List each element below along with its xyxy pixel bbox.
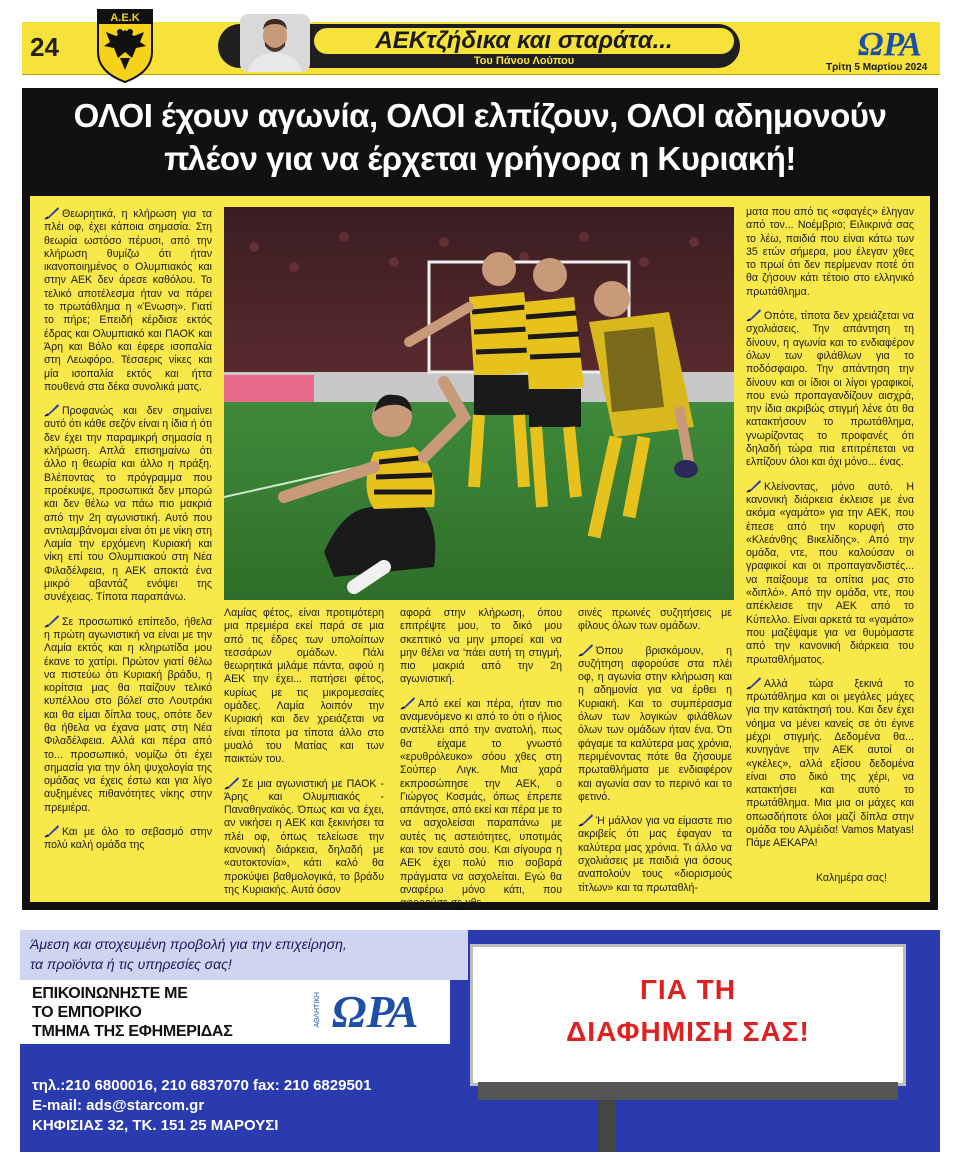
- ad-logo-subtitle: ΑΘΛΗΤΙΚΗ: [314, 992, 321, 1028]
- author-photo: [240, 14, 310, 72]
- paragraph: ματα που από τις «σφαγές» έληγαν από τον... Νοέμβριο; Ειλικρινά σας το λέω, παιδιά που είναι κάτω των 35 ετών σήμερα, μου έλεγαν χθες το πρωί ότι δεν περίμεναν ποτέ ότι θα ζήσουν κάτι τέτοιο στο ελληνικό πρωτάθλημα.: [746, 206, 914, 298]
- ad-brand-logo: ΩΡΑ: [332, 986, 419, 1037]
- page-number: 24: [30, 32, 59, 62]
- quill-icon: [746, 479, 762, 493]
- quill-icon: [44, 824, 60, 838]
- paragraph: σινές πρωινές συζητήσεις με φίλους όλων των ομάδων.: [578, 607, 732, 633]
- paragraph: αφορά στην κλήρωση, όπου επιτρέψτε μου, το δικό μου σκεπτικό να μην μπορεί και να μην θέλει να 'πάει αυτή τη στιγμή, πιο μακριά από την 2η αγωνιστική.: [400, 607, 562, 686]
- quill-icon: [44, 403, 60, 417]
- quill-icon: [44, 614, 60, 628]
- ad-address: ΚΗΦΙΣΙΑΣ 32, ΤΚ. 151 25 ΜΑΡΟΥΣΙ: [32, 1117, 279, 1134]
- paragraph: Από εκεί και πέρα, ήταν πιο αναμενόμενο κι από το ότι ο ήλιος ανατέλλει από την ανατολή, πως θα είχαμε το γνωστό «ερυθρόλευκο» σόου χθες στη Σούπερ Λιγκ. Μια χαρά εκπροσώπησε την ΑΕΚ, ο Γιώργος Κοσμάς, όπως έπρεπε απάντησε, από εκεί και πέρα με το να ασχολείσαι παραπάνω με αυτές τις αστειότητες, υποτιμάς και τον εαυτό σου. Και σίγουρα η ΑΕΚ έχει πολύ πιο σοβαρά πράγματα να ασχολείται. Εγώ θα αναφέρω μόνο κάτι, που αφορούσε σε χθε-: [400, 697, 562, 910]
- newspaper-brand-logo: ΩΡΑ: [858, 26, 922, 63]
- paragraph: Θεωρητικά, η κλήρωση για τα πλέι οφ, έχει κάποια σημασία. Στη θεωρία ωστόσο πέρυσι, από την κλήρωση θυμίζω ότι ήταν ικανοποιημένος ο Ολυμπιακός και στην ΑΕΚ δεν άρεσε καθόλου. Το τελικό αποτέλεσμα ήταν να πάρει το πρωτάθλημα η «Ένωση». Γιατί το πήρε; Επειδή κέρδισε εκτός έδρας και Ολυμπιακό και ΠΑΟΚ και Άρη και Βόλο και έφερε ισοπαλία στη Λεωφόρο. Τέσσερις νίκες και μία ισοπαλία εκτός και ήττα πουθενά στα δέκα συνολικά ματς.: [44, 208, 212, 393]
- article-column-5: [746, 206, 914, 860]
- issue-date: Τρίτη 5 Μαρτίου 2024: [826, 62, 928, 73]
- quill-icon: [746, 676, 762, 690]
- paragraph: Κλείνοντας, μόνο αυτό. Η κανονική διάρκεια έκλεισε με ένα ακόμα «γαμάτο» για την ΑΕΚ, που έπεσε από την κορυφή στο «Κλεάνθης Βικελίδης». Από την ομάδα, ντε, που καλούσαν οι γραφικοί και οι προπαγανδιστές... να παίξουμε τα οπίτια μας στο «διπλό». Από την ομάδα, ντε, που απέκλεισε την ΑΕΚ από το Κύπελλο. Είναι αρκετά τα «γαμάτο» που μαζέψαμε για να θυμόμαστε από την κανονική διάρκεια του πρωταθλήματος.: [746, 480, 914, 666]
- headline: [22, 94, 938, 180]
- headline-line-1: ΟΛΟΙ έχουν αγωνία, ΟΛΟΙ ελπίζουν, ΟΛΟΙ αδημονούν: [73, 97, 887, 134]
- ad-phone: τηλ.:210 6800016, 210 6837070 fax: 210 6829501: [32, 1077, 372, 1094]
- article-column-4: [578, 607, 732, 904]
- ad-contact-details: [32, 1076, 371, 1136]
- paragraph: Σε προσωπικό επίπεδο, ήθελα η πρώτη αγωνιστική να είναι με την Λαμία εκτός και η κληρωτίδα μου έκανε το χατίρι. Πρώτον γιατί θέλω να πιστεύω ότι Κυριακή βράδυ, η κορίτσια μας θα παίζουν τελικό κυπέλλου στο βόλεϊ στο Λουτράκι και θα είμαι δίπλα τους, οπότε δεν θα ήθελα να έχανα ματς στη Νέα Φιλαδέλφεια. Αλλά και πέρα από το... προσωπικό, νομίζω ότι έχει σημασία για την όλη ψυχολογία της ομάδας να έχεις έστω και για λίγο αυξημένες πιθανότητες νίκης στην πρεμιέρα.: [44, 615, 212, 814]
- paragraph: Σε μια αγωνιστική με ΠΑΟΚ - Άρης και Ολυμπιακός - Παναθηναϊκός. Όπως και να έχει, αν νικήσει η ΑΕΚ και ξεκινήσει τα πλέι οφ, όπως τελείωσε την κανονική διάρκεια, δηλαδή με «αυτοκτονία», κάτι καλό θα προκύψει βαθμολογικά, το βράδυ της Κυριακής. Αυτά όσον: [224, 777, 384, 896]
- article-column-3: [400, 607, 562, 920]
- ad-contact-heading: ΕΠΙΚΟΙΝΩΝΗΣΤΕ ΜΕ ΤΟ ΕΜΠΟΡΙΚΟ ΤΜΗΜΑ ΤΗΣ ΕΦΗΜΕΡΙΔΑΣ: [32, 985, 233, 1040]
- quill-icon: [578, 643, 594, 657]
- ad-tagline: Άμεση και στοχευμένη προβολή για την επιχείρηση, τα προϊόντα ή τις υπηρεσίες σας!: [30, 936, 347, 972]
- quill-icon: [578, 813, 594, 827]
- quill-icon: [746, 308, 762, 322]
- quill-icon: [400, 696, 416, 710]
- column-author: Του Πάνου Λούπου: [473, 55, 575, 67]
- paragraph: Λαμίας φέτος, είναι προτιμότερη μια πρεμιέρα εκεί παρά σε μια από τις έδρες των υπολοίπων τεσσάρων ομάδων. Πάλι θεωρητικά μιλάμε πάντα, αφού η ΑΕΚ την έχει... πατήσει φέτος, κυρίως με τις μικρομεσαίες ομάδες. Λαμία λοιπόν την Κυριακή και δεν χρειάζεται να είναι τίποτα μα τίποτα άλλο στο μυαλό του Ματίας και των παικτών του.: [224, 607, 384, 766]
- signoff: Καλημέρα σας!: [816, 872, 887, 884]
- paragraph: Προφανώς και δεν σημαίνει αυτό ότι κάθε σεζόν είναι η ίδια ή ότι δεν έχει την παραμικρή σημασία η κλήρωση. Απλά επισημαίνω ότι άλλο η θεωρία και άλλο η πράξη. Βλέποντας το πρόγραμμα που προέκυψε, προσωπικά δεν μπορώ και δεν θέλω να πάω πιο μακριά από την 2η αγωνιστική. Αυτό που αντιλαμβάνομαι είναι ότι με νίκη στη Λαμία την ερχόμενη Κυριακή και νίκη επί του Ολυμπιακού στη Νέα Φιλαδέλφεια, η ΑΕΚ αποκτά ένα μικρό αβαντάζ ενόψει της συνέχειας. Τίποτα παραπάνω.: [44, 405, 212, 604]
- billboard-rail: [478, 1082, 898, 1100]
- headline-box: [22, 88, 938, 188]
- paragraph: Οπότε, τίποτα δεν χρειάζεται να σχολιάσεις. Την απάντηση τη δίνουν, η αγωνία και το ενδιαφέρον όλων των φιλάθλων για το ποδόσφαιρο. Την απάντηση την δίνουν και οι ίδιοι οι λίγοι γραφικοί, που ενώ προπαγανδίζουν αισχρά, την ίδια ακριβώς στιγμή λένε ότι θα κατακτήσουν το πρωτάθλημα, γνωρίζοντας το προφανές ότι δηλαδή τώρα πια επιτρέπεται να ελπίζουν όλοι και όχι μόνο... ένας.: [746, 310, 914, 469]
- crest-text: Α.Ε.Κ: [110, 12, 140, 24]
- headline-line-2: πλέον για να έρχεται γρήγορα η Κυριακή!: [164, 140, 796, 177]
- billboard-text: ΓΙΑ ΤΗ ΔΙΑΦΗΜΙΣΗ ΣΑΣ!: [566, 974, 810, 1047]
- paragraph: Αλλά τώρα ξεκινά το πρωτάθλημα και οι μεγάλες μάχες για την κατάκτησή του. Και δεν έχει νόημα να μένει κανείς σε ότι έγινε μέχρι στιγμής. Δεδομένα θα... κυνηγάνε την ΑΕΚ αυτοί οι «γκέλες», αλλά εξίσου δεδομένα είναι στο δικό της χέρι, να κατακτήσει και αυτό το πρωτάθλημα. Μια μια οι μάχες και οπωσδήποτε όλοι μαζί δίπλα στην ομάδα του Αλμέιδα! Vamos Matyas! Πάμε ΑΕΚΑΡΑ!: [746, 677, 914, 850]
- paragraph: Ή μάλλον για να είμαστε πιο ακριβείς ότι μας έφαγαν τα καλύτερα μας χρόνια. Τι άλλο να σχολιάσεις με παιδιά για όσους αναπολούν τους «διορισμούς τίτλων» και τα πρωταθλή-: [578, 815, 732, 894]
- billboard-pole: [598, 1100, 616, 1152]
- column-title: ΑΕΚτζήδικα και σταράτα...: [375, 27, 673, 54]
- aek-crest-logo: [94, 6, 156, 84]
- quill-icon: [44, 206, 60, 220]
- ad-email[interactable]: E-mail: ads@starcom.gr: [32, 1097, 205, 1114]
- article-column-2: [224, 607, 384, 906]
- match-photo: [224, 207, 734, 600]
- paragraph: Και με όλο το σεβασμό στην πολύ καλή ομάδα της: [44, 826, 212, 852]
- paragraph: Όπου βρισκόμουν, η συζήτηση αφορούσε στα πλέι οφ, η αγωνία στην κλήρωση και η αδημονία για να έρθει η Κυριακή. Και το συμπέρασμα όλων των λογικών φιλάθλων όλων των ομάδων ήταν ένα. Ότι φάγαμε τα καλύτερα μας χρόνια, περιμένοντας πότε θα ζήσουμε πρωταθλήματα με ενδιαφέρον και αγωνία σαν το περινό και το φετινό.: [578, 644, 732, 803]
- quill-icon: [224, 776, 240, 790]
- ad-billboard: [470, 944, 906, 1086]
- article-column-1: [44, 206, 212, 862]
